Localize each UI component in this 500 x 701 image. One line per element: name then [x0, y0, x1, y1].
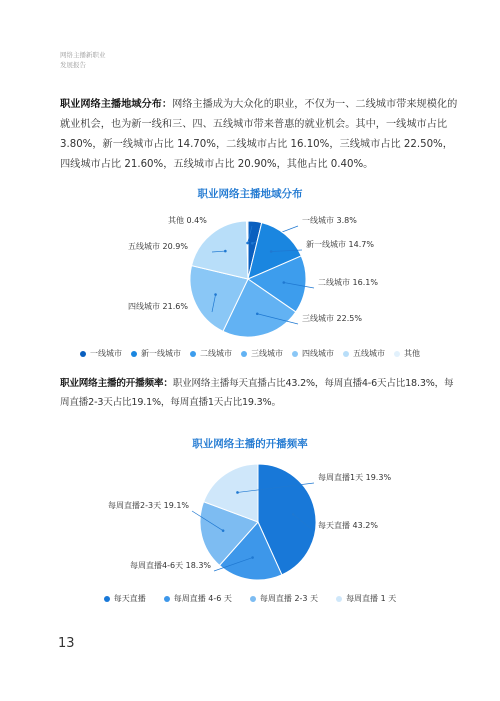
- leader-dot: [292, 513, 295, 516]
- legend-item: [250, 593, 318, 604]
- legend-swatch: [250, 596, 256, 602]
- legend-item: [241, 348, 283, 359]
- slice-label: 三线城市 22.5%: [302, 314, 362, 323]
- legend-item: [394, 348, 420, 359]
- frequency-pie-chart: [0, 456, 500, 586]
- slice-label: 二线城市 16.1%: [318, 278, 378, 287]
- leader-dot: [270, 250, 273, 253]
- slice-label: 每周直播1天 19.3%: [318, 473, 392, 482]
- region-heading: 职业网络主播地域分布：: [60, 99, 173, 110]
- slice-label: 每周直播4-6天 18.3%: [130, 561, 212, 570]
- legend-item: [292, 348, 334, 359]
- region-chart-legend: [0, 348, 500, 359]
- legend-swatch: [343, 351, 349, 357]
- slice-label: 一线城市 3.8%: [302, 216, 357, 225]
- legend-swatch: [104, 596, 110, 602]
- legend-item: [164, 593, 232, 604]
- report-header-line2: 发展报告: [60, 61, 86, 69]
- legend-swatch: [394, 351, 400, 357]
- leader-dot: [224, 250, 227, 253]
- frequency-chart-title: 职业网络主播的开播频率: [192, 438, 308, 450]
- legend-label: 新一线城市: [141, 349, 181, 358]
- page-number: 13: [58, 636, 75, 651]
- legend-label: 其他: [404, 349, 420, 358]
- frequency-paragraph: [60, 374, 458, 412]
- legend-swatch: [292, 351, 298, 357]
- slice-label: 新一线城市 14.7%: [306, 240, 374, 249]
- legend-label: 每周直播 4-6 天: [173, 594, 232, 603]
- legend-item: [104, 593, 146, 604]
- region-chart-title: 职业网络主播地域分布: [197, 188, 303, 200]
- legend-label: 一线城市: [90, 349, 122, 358]
- leader-dot: [246, 242, 249, 245]
- frequency-body: 职业网络主播每天直播占比43.2%，每周直播4-6天占比18.3%，每周直播2-3天占比19.1%，每周直播1天占比19.3%。: [60, 378, 454, 408]
- leader-dot: [256, 312, 259, 315]
- region-pie-chart: [0, 205, 500, 355]
- report-header: [60, 50, 106, 70]
- legend-item: [80, 348, 122, 359]
- leader-dot: [282, 281, 285, 284]
- legend-swatch: [241, 351, 247, 357]
- report-header-line1: 网络主播新职业: [60, 51, 106, 59]
- legend-label: 每天直播: [113, 594, 146, 603]
- legend-item: [343, 348, 385, 359]
- slice-label: 其他 0.4%: [168, 216, 207, 225]
- leader-dot: [251, 556, 254, 559]
- leader-dot: [214, 293, 217, 296]
- legend-label: 三线城市: [251, 349, 283, 358]
- legend-label: 每周直播 2-3 天: [259, 594, 319, 603]
- legend-swatch: [131, 351, 137, 357]
- legend-item: [190, 348, 232, 359]
- legend-swatch: [190, 351, 196, 357]
- slice-label: 每天直播 43.2%: [318, 521, 378, 530]
- legend-label: 每周直播 1 天: [346, 594, 397, 603]
- leader-dot: [236, 491, 239, 494]
- legend-swatch: [336, 596, 342, 602]
- legend-swatch: [164, 596, 170, 602]
- region-paragraph: [60, 95, 458, 175]
- legend-label: 五线城市: [353, 349, 385, 358]
- frequency-heading: 职业网络主播的开播频率：: [60, 378, 173, 389]
- frequency-chart-legend: [0, 593, 500, 604]
- legend-label: 二线城市: [200, 349, 232, 358]
- legend-item: [336, 593, 396, 604]
- leader-dot: [251, 242, 254, 245]
- slice-label: 五线城市 20.9%: [128, 242, 188, 251]
- slice-label: 四线城市 21.6%: [128, 302, 188, 311]
- region-body: 网络主播成为大众化的职业，不仅为一、二线城市带来规模化的就业机会，也为新一线和三、四、五线城市带来普惠的就业机会。其中，一线城市占比3.80%，新一线城市占比 14.70%，二线城市占比 16.10%，三线城市占比 22.50%，四线城市占比 21.60%，五线城市占比 20.90%，其他占比 0.40%。: [60, 99, 458, 170]
- legend-label: 四线城市: [302, 349, 334, 358]
- legend-swatch: [80, 351, 86, 357]
- legend-item: [131, 348, 181, 359]
- leader-dot: [222, 529, 225, 532]
- slice-label: 每周直播2-3天 19.1%: [108, 501, 190, 510]
